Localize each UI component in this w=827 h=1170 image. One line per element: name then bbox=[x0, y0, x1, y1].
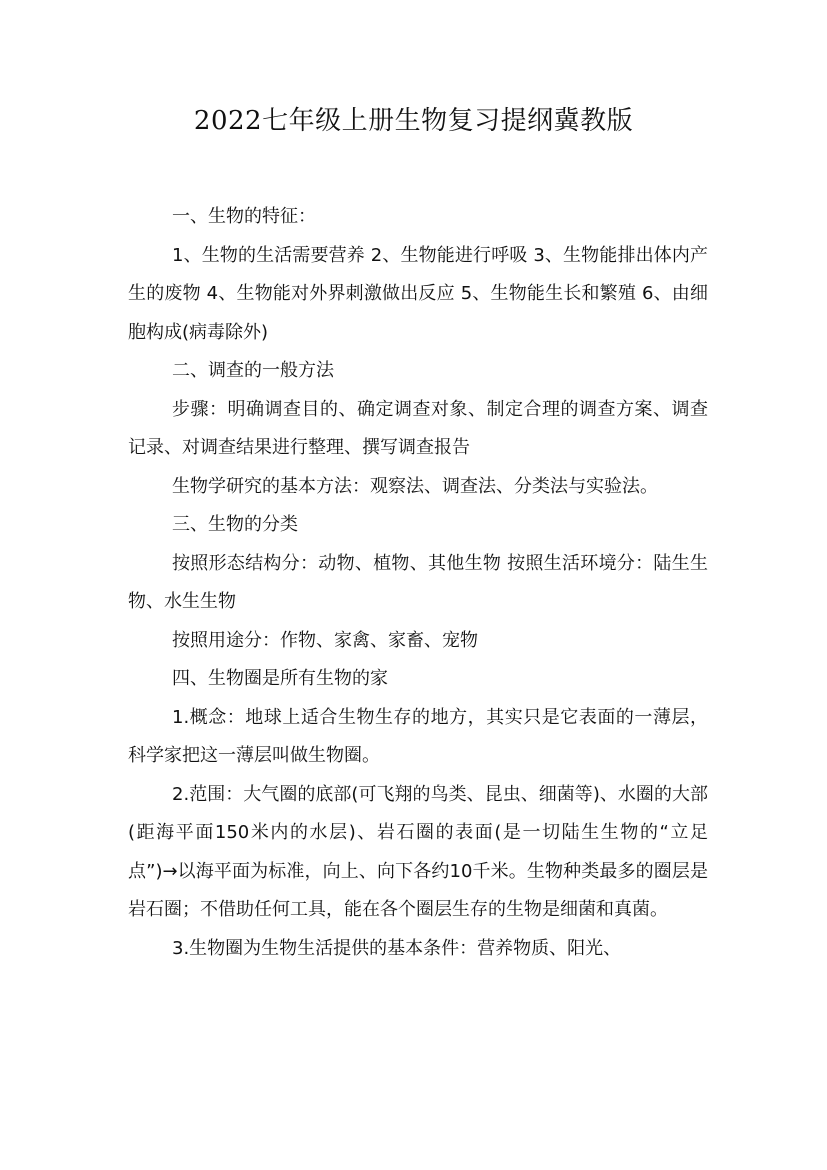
page-title: 2022七年级上册生物复习提纲冀教版 bbox=[193, 106, 634, 136]
paragraph-survey-steps: 步骤：明确调查目的、确定调查对象、制定合理的调查方案、调查记录、对调查结果进行整理、撰写调查报告 bbox=[128, 398, 708, 458]
paragraph-classification-use: 按照用途分：作物、家禽、家畜、宠物 bbox=[172, 629, 478, 651]
paragraph-features-list: 1、生物的生活需要营养 2、生物能进行呼吸 3、生物能排出体内产生的废物 4、生物能对外界刺激做出反应 5、生物能生长和繁殖 6、由细胞构成(病毒除外) bbox=[128, 244, 708, 343]
paragraph-research-methods: 生物学研究的基本方法：观察法、调查法、分类法与实验法。 bbox=[172, 475, 658, 497]
section-heading-biosphere: 四、生物圈是所有生物的家 bbox=[172, 668, 388, 689]
section-heading-survey: 二、调查的一般方法 bbox=[172, 360, 334, 381]
paragraph-biosphere-concept: 1.概念：地球上适合生物生存的地方，其实只是它表面的一薄层，科学家把这一薄层叫做生物圈。 bbox=[128, 706, 708, 766]
paragraph-classification-structure: 按照形态结构分：动物、植物、其他生物 按照生活环境分：陆生生物、水生生物 bbox=[128, 552, 708, 612]
section-heading-features: 一、生物的特征： bbox=[172, 206, 316, 227]
document-body bbox=[128, 198, 708, 968]
paragraph-biosphere-range: 2.范围：大气圈的底部(可飞翔的鸟类、昆虫、细菌等)、水圈的大部(距海平面150米内的水层)、岩石圈的表面(是一切陆生生物的“立足点”)→以海平面为标准，向上、向下各约10千米。生物种类最多的圈层是岩石圈；不借助任何工具，能在各个圈层生存的生物是细菌和真菌。 bbox=[128, 783, 708, 920]
paragraph-biosphere-conditions: 3.生物圈为生物生活提供的基本条件：营养物质、阳光、 bbox=[172, 937, 622, 959]
section-heading-classification: 三、生物的分类 bbox=[172, 514, 298, 535]
